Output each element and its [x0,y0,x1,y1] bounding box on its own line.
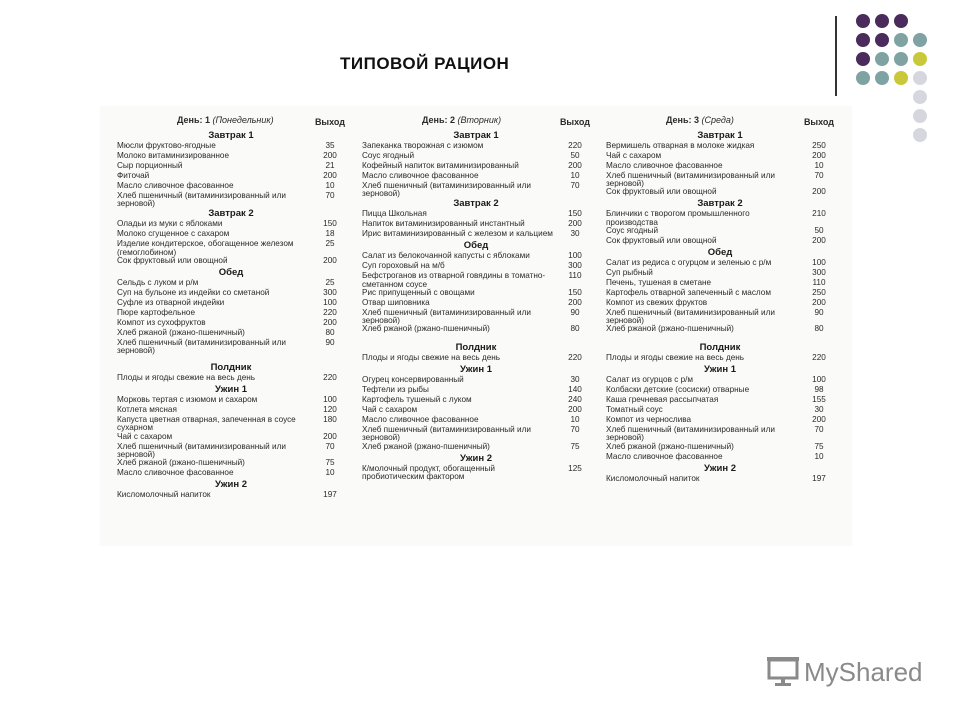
dish-output: 220 [323,373,337,383]
menu-item [117,162,345,172]
day-column-3 [606,112,834,485]
menu-item [117,491,345,501]
meal-heading: Ужин 1 [703,364,737,376]
dish-name: Соус ягодный [362,151,415,160]
dish-output: 10 [325,468,335,478]
output-column-header: Выход [314,117,345,127]
dish-output: 120 [323,405,337,415]
dish-name: Хлеб пшеничный (витаминизированный или зерновой) [362,181,531,199]
dish-output: 30 [814,405,824,415]
dish-name: Вермишель отварная в молоке жидкая [606,141,755,150]
dish-name: Хлеб пшеничный (витаминизированный или зерновой) [117,441,286,459]
decor-dot [913,71,927,85]
menu-item [117,374,345,384]
dish-name: Картофель тушеный с луком [362,395,472,405]
menu-item [362,182,590,198]
dish-name: Запеканка творожная с изюмом [362,141,484,150]
decor-dot [875,33,889,47]
decor-dot [894,14,908,28]
dish-name: Капуста цветная отварная, запеченная в соусе сухарном [117,415,296,433]
dish-name: Хлеб пшеничный (витаминизированный или зерновой) [606,307,775,326]
dish-output: 150 [568,287,582,297]
dish-output: 300 [812,267,826,277]
menu-item [606,453,834,463]
dish-output: 200 [812,187,826,197]
dish-name: Молоко сгущенное с сахаром [117,229,230,239]
decor-dot [894,33,908,47]
dish-name: Хлеб пшеничный (витаминизированный или зерновой) [117,191,286,209]
day-column-2 [362,112,590,481]
dish-name: Котлета мясная [117,405,177,415]
dish-output: 10 [814,161,824,170]
dish-output: 30 [570,375,580,385]
dish-name: Напиток витаминизированный инстантный [362,219,525,229]
menu-item [606,210,834,226]
meal-heading: Ужин 2 [214,479,248,491]
dish-output: 220 [812,353,826,363]
dish-name: Салат из огурцов с р/м [606,375,694,385]
day-number: День: 1 [177,115,210,125]
meal-heading: Завтрак 2 [453,198,499,210]
menu-item [606,309,834,325]
dish-output: 197 [812,473,826,483]
dish-output: 75 [570,441,580,451]
dish-output: 90 [814,307,824,317]
dish-name: Суфле из отварной индейки [117,297,225,307]
menu-item [362,325,590,335]
menu-item [606,354,834,364]
myshared-logo [766,656,923,688]
decor-dot [913,90,927,104]
dish-name: Кисломолочный напиток [117,490,211,500]
dish-name: Хлеб ржаной (ржано-пшеничный) [606,324,734,334]
menu-item [362,230,590,240]
output-column-header: Выход [803,117,834,127]
dish-name: Масло сливочное фасованное [362,415,479,425]
menu-item [117,469,345,479]
dish-output: 250 [812,287,826,297]
menu-item [117,416,345,432]
dish-name: Каша гречневая рассыпчатая [606,395,719,405]
menu-item [117,192,345,208]
presentation-icon [766,656,800,688]
dish-output: 110 [568,271,582,281]
decor-dot [875,14,889,28]
menu-item [362,354,590,364]
dish-output: 35 [325,141,335,150]
decor-dot [913,109,927,123]
decor-dot [913,33,927,47]
dish-name: Хлеб пшеничный (витаминизированный или зерновой) [606,171,775,189]
day-header [117,112,345,130]
dish-name: Хлеб пшеничный (витаминизированный или зерновой) [362,425,531,443]
meal-heading: Полдник [455,342,497,354]
day-number: День: 3 [666,115,699,125]
dish-output: 150 [323,219,337,229]
dish-output: 10 [325,181,335,190]
dish-output: 200 [812,235,826,245]
dish-name: Чай с сахаром [606,151,662,160]
meal-heading: Обед [707,246,733,258]
dish-name: Салат из белокочанной капусты с яблоками [362,251,530,261]
dish-name: Чай с сахаром [362,405,418,415]
dish-output: 220 [568,141,582,150]
menu-item [606,325,834,335]
dish-output: 300 [568,261,582,271]
dish-output: 200 [568,161,582,170]
dish-output: 70 [570,181,580,190]
decor-dot [875,52,889,66]
page-title: ТИПОВОЙ РАЦИОН [340,54,510,73]
dish-name: Плоды и ягоды свежие на весь день [606,353,745,363]
dish-output: 220 [568,353,582,363]
day-label [666,116,734,125]
menu-item [606,426,834,442]
dish-output: 180 [323,415,337,425]
menu-item [117,339,345,355]
dish-output: 50 [814,225,824,235]
dish-name: Сок фруктовый или овощной [117,255,228,265]
menu-item [606,475,834,485]
menu-item [362,272,590,288]
dish-name: Сок фруктовый или овощной [606,187,717,197]
dish-name: Суп рыбный [606,267,653,277]
dish-output: 197 [323,490,337,500]
meal-heading: Ужин 2 [459,452,493,464]
dish-output: 210 [812,209,826,219]
day-weekday: (Понедельник) [210,115,274,125]
dish-name: Томатный соус [606,405,663,415]
decor-dot [856,52,870,66]
dish-name: Сельдь с луком и р/м [117,277,199,287]
dish-output: 80 [570,324,580,334]
dish-name: Соус ягодный [606,225,659,235]
dish-output: 125 [568,463,582,473]
dish-name: Масло сливочное фасованное [117,468,234,478]
decor-dot [894,52,908,66]
dish-name: Сыр порционный [117,161,183,170]
dish-name: Молоко витаминизированное [117,151,230,160]
decor-dot [875,71,889,85]
dish-output: 200 [323,255,337,265]
decor-dot [913,128,927,142]
dish-output: 240 [568,395,582,405]
meal-heading: Завтрак 1 [208,130,254,141]
decor-dot [856,71,870,85]
dish-name: Хлеб ржаной (ржано-пшеничный) [606,441,734,451]
dish-name: Масло сливочное фасованное [606,451,723,461]
dish-name: Пицца Школьная [362,209,427,219]
dish-output: 70 [814,171,824,180]
meal-heading: Ужин 1 [214,384,248,396]
dish-output: 100 [323,395,337,405]
dish-name: Компот из свежих фруктов [606,297,708,307]
dish-name: Хлеб ржаной (ржано-пшеничный) [362,324,490,334]
day-weekday: (Среда) [699,115,734,125]
dish-name: Хлеб пшеничный (витаминизированный или зерновой) [117,337,286,356]
dish-output: 200 [812,297,826,307]
dish-name: Морковь тертая с изюмом и сахаром [117,395,258,405]
dish-output: 25 [325,277,335,287]
dish-name: Печень, тушеная в сметане [606,277,712,287]
day-header [362,112,590,130]
dish-name: Масло сливочное фасованное [362,171,479,180]
dish-output: 200 [323,171,337,180]
dish-name: Ирис витаминизированный с железом и кальцием [362,229,553,239]
day-weekday: (Вторник) [455,115,502,125]
meal-heading: Завтрак 1 [453,130,499,141]
dish-name: Плоды и ягоды свежие на весь день [117,373,256,383]
dish-output: 75 [814,441,824,451]
dish-output: 110 [812,277,826,287]
dish-name: Огурец консервированный [362,375,464,385]
dish-output: 75 [325,458,335,468]
dish-name: Кофейный напиток витаминизированный [362,161,519,170]
dish-output: 200 [323,151,337,160]
meal-heading: Ужин 2 [703,462,737,474]
dish-name: Колбаски детские (сосиски) отварные [606,385,750,395]
dish-name: Компот из сухофруктов [117,317,206,327]
dish-name: Рис припущенный с овощами [362,287,475,297]
dish-name: Кисломолочный напиток [606,473,700,483]
dish-name: Тефтели из рыбы [362,385,429,395]
dish-output: 200 [323,431,337,441]
menu-item [362,465,590,481]
dish-output: 100 [812,257,826,267]
dish-name: Фиточай [117,171,150,180]
dish-output: 80 [325,327,335,337]
meal-heading: Обед [463,240,489,252]
dish-name: Сок фруктовый или овощной [606,235,717,245]
menu-item [362,426,590,442]
output-column-header: Выход [559,117,590,127]
meal-heading: Полдник [210,362,252,374]
dish-output: 150 [568,209,582,219]
dish-output: 200 [568,219,582,229]
dish-name: Хлеб пшеничный (витаминизированный или зерновой) [606,425,775,443]
dish-output: 10 [814,451,824,461]
dish-name: Чай с сахаром [117,431,173,441]
dish-name: Мюсли фруктово-ягодные [117,141,216,150]
dish-output: 100 [812,375,826,385]
dish-output: 21 [325,161,335,170]
dish-output: 140 [568,385,582,395]
dish-name: Хлеб пшеничный (витаминизированный или зерновой) [362,307,531,326]
dish-output: 200 [568,405,582,415]
decor-dot [913,52,927,66]
dish-output: 70 [325,441,335,451]
decor-dot [894,71,908,85]
meal-heading: Обед [218,266,244,278]
dish-output: 50 [570,151,580,160]
day-header [606,112,834,130]
dish-output: 300 [323,287,337,297]
dish-name: Суп на бульоне из индейки со сметаной [117,287,270,297]
day-label [177,116,274,125]
dish-output: 250 [812,141,826,150]
dish-name: Блинчики с творогом промышленного производства [606,209,750,227]
dish-output: 100 [568,251,582,261]
dish-output: 10 [570,171,580,180]
dish-output: 98 [814,385,824,395]
dish-name: Картофель отварной запеченный с маслом [606,287,771,297]
dish-output: 200 [812,151,826,160]
dish-name: Компот из чернослива [606,415,692,425]
dish-output: 10 [570,415,580,425]
dish-output: 90 [325,337,335,347]
meal-heading: Завтрак 2 [208,208,254,220]
dish-output: 100 [323,297,337,307]
dish-name: Хлеб ржаной (ржано-пшеничный) [117,458,245,468]
dish-name: Хлеб ржаной (ржано-пшеничный) [362,441,490,451]
dish-output: 200 [812,415,826,425]
logo-text: MyShared [804,656,923,687]
dish-output: 25 [325,239,335,249]
dish-name: Изделие кондитерское, обогащенное железом (гемоглобином) [117,239,294,257]
dish-output: 200 [323,317,337,327]
dish-name: Масло сливочное фасованное [117,181,234,190]
decor-dot [856,33,870,47]
menu-item [606,188,834,198]
dish-name: Отвар шиповника [362,297,430,307]
dish-output: 155 [812,395,826,405]
dish-output: 70 [570,425,580,435]
decor-dot [856,14,870,28]
day-label [422,116,501,125]
meal-heading: Полдник [699,342,741,354]
dish-name: Салат из редиса с огурцом и зеленью с р/м [606,257,772,267]
menu-item [606,237,834,247]
dish-name: Оладьи из муки с яблоками [117,219,223,229]
dish-name: Пюре картофельное [117,307,195,317]
day-number: День: 2 [422,115,455,125]
dish-output: 30 [570,229,580,239]
dish-output: 220 [323,307,337,317]
menu-item [362,309,590,325]
menu-item [117,240,345,256]
dish-name: К/молочный продукт, обогащенный пробиотическим фактором [362,463,495,481]
dish-output: 80 [814,324,824,334]
meal-heading: Завтрак 1 [697,130,743,141]
meal-heading: Ужин 1 [459,364,493,376]
menu-item [117,443,345,459]
dish-name: Суп гороховый на м/б [362,261,445,271]
dish-name: Масло сливочное фасованное [606,161,723,170]
dish-output: 70 [814,425,824,435]
dish-name: Плоды и ягоды свежие на весь день [362,353,501,363]
dish-output: 70 [325,191,335,200]
menu-item [606,172,834,188]
dish-output: 90 [570,307,580,317]
menu-item [117,257,345,267]
meal-heading: Завтрак 2 [697,198,743,210]
dish-output: 200 [568,297,582,307]
menu-item [362,443,590,453]
day-column-1 [117,112,345,501]
dish-output: 18 [325,229,335,239]
dish-name: Хлеб ржаной (ржано-пшеничный) [117,327,245,337]
header-divider [835,16,837,96]
dish-name: Бефстроганов из отварной говядины в томатно-сметанном соусе [362,271,546,289]
